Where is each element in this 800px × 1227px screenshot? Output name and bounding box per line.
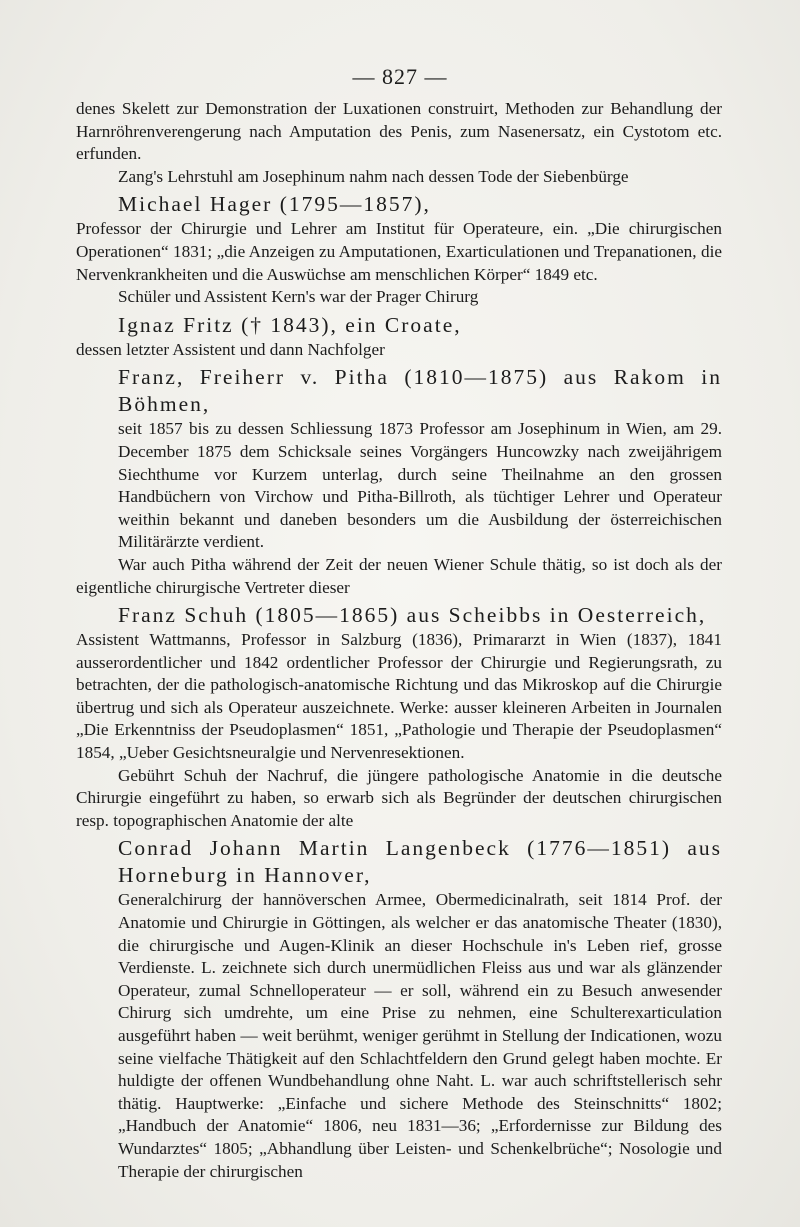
heading-schuh: Franz Schuh (1805—1865) aus Scheibbs in Oesterreich, (118, 603, 707, 628)
paragraph-langenbeck: Generalchirurg der hannöverschen Armee, Obermedicinalrath, seit 1814 Prof. der Anatomie und Chirurgie in Göttingen, als welcher er das anatomische Theater (1830), die chirurgische und Augen-Klinik an dieser Hochschule in's Leben rief, grosse Verdienste. L. zeichnete sich durch unermüdlichen Fleiss aus und war als glänzender Operateur, zumal Schnelloperateur — er soll, während ein zu Besuch anwesender Chirurg sich umdrehte, um eine Prise zu nehmen, eine Schulterexarticulation ausgeführt haben — weit berühmt, weniger gerühmt in Stellung der Indicationen, wozu seine vielfache Thätigkeit auf den Schlachtfeldern den Grund gelegt haben mochte. Er huldigte der offenen Wundbehandlung ohne Naht. L. war auch schriftstellerisch sehr thätig. Hauptwerke: „Einfache und sichere Methode des Steinschnitts“ 1802; „Handbuch der Anatomie“ 1806, neu 1831—36; „Erfordernisse zur Bildung des Wundarztes“ 1805; „Abhandlung über Leisten- und Schenkelbrüche“; Nosologie und Therapie der chirurgischen (118, 890, 722, 1181)
paragraph-kern: Schüler und Assistent Kern's war der Prager Chirurg (118, 287, 479, 307)
paragraph-wiener-schule: War auch Pitha während der Zeit der neuen Wiener Schule thätig, so ist doch als der eigentliche chirurgische Vertreter dieser (76, 554, 722, 597)
heading-langenbeck: Conrad Johann Martin Langenbeck (1776—1851) aus Horneburg in Hannover, (118, 836, 722, 888)
paragraph-nachruf: Gebührt Schuh der Nachruf, die jüngere pathologische Anatomie in die deutsche Chirurgie eingeführt zu haben, so erwarb sich als Begründer der deutschen chirurgischen resp. topographischen Anatomie der alte (76, 765, 722, 830)
heading-hager: Michael Hager (1795—1857), (118, 192, 431, 217)
paragraph-pitha: seit 1857 bis zu dessen Schliessung 1873 Professor am Josephinum in Wien, am 29. December 1875 dem Schicksale seines Vorgängers Huncowzky nach zweijährigem Siechthume vor Kurzem unterlag, durch seine Theilnahme an den grossen Handbüchern von Virchow und Pitha-Billroth, als tüchtiger Lehrer und Operateur weithin bekannt und daneben besonders um die Ausbildung der österreichischen Militärärzte verdient. (118, 419, 722, 552)
paragraph-zang: Zang's Lehrstuhl am Josephinum nahm nach dessen Tode der Siebenbürge (118, 166, 629, 186)
paragraph-hager: Professor der Chirurgie und Lehrer am Institut für Operateure, ein. „Die chirurgischen Operationen“ 1831; „die Anzeigen zu Amputationen, Exarticulationen und Trepanationen, die Nervenkrankheiten und die Auswüchse am menschlichen Körper“ 1849 etc. (76, 219, 722, 284)
paragraph-skelett: denes Skelett zur Demonstration der Luxationen construirt, Methoden zur Behandlung der Harnröhrenverengerung nach Amputation des Penis, zum Nasenersatz, ein Cystotom etc. erfunden. (76, 99, 722, 164)
heading-fritz: Ignaz Fritz († 1843), ein Croate, (118, 312, 462, 337)
page-number: — 827 — (352, 64, 448, 89)
heading-pitha: Franz, Freiherr v. Pitha (1810—1875) aus Rakom in Böhmen, (118, 365, 722, 417)
paragraph-fritz: dessen letzter Assistent und dann Nachfolger (76, 339, 385, 359)
paragraph-schuh: Assistent Wattmanns, Professor in Salzburg (1836), Primararzt in Wien (1837), 1841 ausserordentlicher und 1842 ordentlicher Professor der Chirurgie und Regierungsrath, zu betrachten, der die pathologisch-anatomische Richtung und das Mikroskop auf die Chirurgie übertrug und sich als Operateur auszeichnete. Werke: ausser kleineren Arbeiten in Journalen „Die Erkenntniss der Pseudoplasmen“ 1851, „Pathologie und Therapie der Pseudoplasmen“ 1854, „Ueber Gesichtsneuralgie und Nervenresektionen. (76, 630, 722, 763)
page-body (76, 98, 722, 1183)
